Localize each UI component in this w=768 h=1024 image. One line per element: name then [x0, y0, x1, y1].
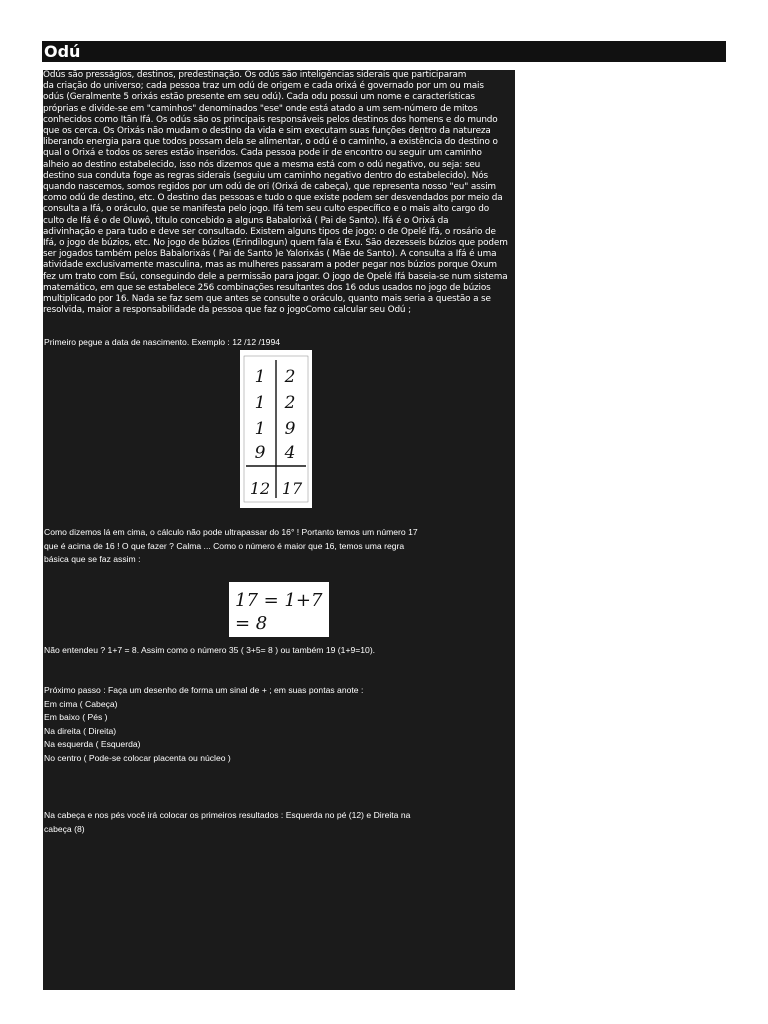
equation-image: [229, 582, 329, 637]
intro-paragraph: Odús são presságios, destinos, predestinação. Os odús são inteligências siderais que participaram da criação do universo; cada pessoa traz um odú de origem e cada orixá é governado por um ou mais odús (Geralmente 5 orixás estão presente em seu odú). Cada odu possui um nome e características próprias e divide-se em "caminhos" denominados "ese" onde está atado a um sem-número de mitos conhecidos como Itãn Ifá. Os odús são os principais responsáveis pelos destinos dos homens e do mundo que os cerca. Os Orixás não mudam o destino da vida e sim executam suas funções dentro da natureza liberando energia para que todos possam dela se alimentar, o odú é o caminho, a existência do destino o qual o Orixá e todos os seres estão inseridos. Cada pessoa pode ir de encontro ou seguir um caminho alheio ao destino estabelecido, isso nós dizemos que a mesma está com o odú negativo, ou seja: seu destino sua conduta foge as regras siderais (seguiu um caminho negativo dentro do estabelecido). Nós quando nascemos, somos regidos por um odú de ori (Orixá de cabeça), que representa nosso "eu" assim como odú de destino, etc. O destino das pessoas e tudo o que existe podem ser desvendados por meio da consulta a Ifá, o oráculo, que se manifesta pelo jogo. Ifá tem seu culto específico e o mais alto cargo do culto de Ifá é o de Oluwô, título concebido a alguns Babalorixá ( Pai de Santo). Ifá é o Orixá da adivinhação e para tudo e deve ser consultado. Existem alguns tipos de jogo: o de Opelé Ifá, o rosário de Ifá, o jogo de búzios, etc. No jogo de búzios (Erindilogun) quem fala é Exu. São dezesseis búzios que podem ser jogados também pelos Babalorixás ( Pai de Santo )e Yalorixás ( Mãe de Santo). A consulta a Ifá é uma atividade exclusivamente masculina, mas as mulheres passaram a poder pegar nos búzios porque Oxum fez um trato com Esú, conseguindo dele a permissão para jogar. O jogo de Opelé Ifá baseia-se num sistema matemático, em que se estabelece 256 combinações resultantes dos 16 odus usados no jogo de búzios multiplicado por 16. Nada se faz sem que antes se consulte o oráculo, quanto mais seria a questão a se resolvida, maior a responsabilidade da pessoa que faz o jogoComo calcular seu Odú ;: [43, 70, 508, 316]
total-left: 12: [249, 479, 271, 498]
digit-r1-c2: 2: [284, 367, 296, 387]
paragraph-4: Próximo passo : Faça um desenho de forma um sinal de + ; em suas pontas anote : Em cima ( Cabeça) Em baixo ( Pés ) Na direita ( Direita) Na esquerda ( Esquerda) No centro ( Pode-se colocar placenta ou núcleo ): [44, 685, 364, 763]
page-title: Odú: [44, 42, 81, 61]
digit-r2-c1: 1: [254, 393, 266, 413]
digit-r4-c1: 9: [254, 443, 266, 463]
digit-r4-c2: 4: [284, 443, 296, 463]
digit-r3-c1: 1: [254, 419, 266, 439]
digit-r2-c2: 2: [284, 393, 296, 413]
equation-line-1: 17 = 1+7: [235, 590, 323, 611]
total-right: 17: [281, 479, 303, 498]
equation-line-2: = 8: [235, 613, 268, 634]
paragraph-5: Na cabeça e nos pés você irá colocar os primeiros resultados : Esquerda no pé (12) e Direita na cabeça (8): [44, 810, 411, 834]
paragraph-3: Não entendeu ? 1+7 = 8. Assim como o número 35 ( 3+5= 8 ) ou também 19 (1+9=10).: [44, 645, 376, 655]
digit-r3-c2: 9: [284, 419, 296, 439]
calculation-image: [240, 350, 312, 508]
digit-r1-c1: 1: [254, 367, 266, 387]
content-panel: [43, 70, 515, 990]
paragraph-2: Como dizemos lá em cima, o cálculo não pode ultrapassar do 16° ! Portanto temos um número 17 que é acima de 16 ! O que fazer ? Calma ... Como o número é maior que 16, temos uma regra básica que se faz assim :: [44, 527, 418, 565]
step1-text: Primeiro pegue a data de nascimento. Exemplo : 12 /12 /1994: [44, 337, 280, 347]
title-bar: [42, 41, 726, 62]
